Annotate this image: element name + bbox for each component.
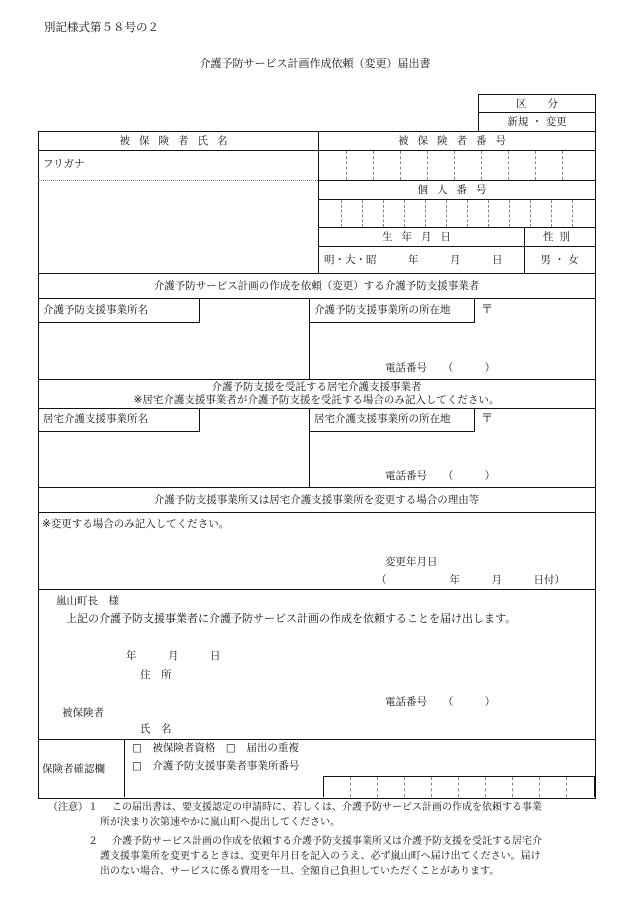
insurer-check-label: 保険者確認欄 [42,763,105,775]
section2-subheader: ※居宅介護支援事業者が介護予防支援を受託する場合のみ記入してください。 [133,394,500,406]
section3-header: 介護予防支援事業所又は居宅介護支援事業所を変更する場合の理由等 [153,494,480,506]
note2-number: ２ [88,836,98,847]
insured-number-header: 被保険者番号 [398,135,515,147]
section1-office-address-label: 介護予防支援事業所の所在地 [314,304,451,316]
applicant-label: 被保険者 [62,707,104,719]
kubun-label: 区 分 [516,98,558,110]
declaration-statement: 上記の介護予防支援事業者に介護予防サービス計画の作成を依頼することを届け出します。 [66,612,517,625]
change-reason-field[interactable] [40,535,593,555]
postal-mark: 〒 [481,302,494,316]
personal-number-field[interactable] [320,201,593,226]
furigana-label: フリガナ [43,158,85,170]
insured-number-field[interactable] [320,152,593,178]
declaration-date[interactable]: 年 月 日 [126,650,221,662]
section1-office-address-field[interactable] [311,324,593,360]
note2-line3: 出のない場合、サービスに係る費用を一旦、全額自己負担していただくことがあります。 [100,866,500,877]
office-number-cells[interactable] [323,776,595,797]
section2-office-address-label: 居宅介護支援事業所の所在地 [314,413,451,425]
birth-date-value[interactable]: 明・大・昭 年 月 日 [324,254,503,266]
sex-value[interactable]: 男 ・ 女 [540,254,579,266]
section1-header: 介護予防サービス計画の作成を依頼（変更）する介護予防支援事業者 [153,280,480,292]
section1-office-name-field[interactable] [40,324,307,377]
postal-mark: 〒 [481,411,494,425]
note2-line2: 護支援事業所を変更するときは、変更年月日を記入のうえ、必ず嵐山町へ届け出てください。届け [100,851,541,862]
birth-date-header: 生年月日 [382,231,460,243]
section2-office-address-field[interactable] [311,433,593,467]
section2-office-name-label: 居宅介護支援事業所名 [43,413,148,425]
kubun-box [478,94,596,132]
applicant-address-field[interactable] [190,665,570,683]
address-label: 住 所 [140,669,172,681]
section1-phone[interactable]: 電話番号 （ ） [385,362,496,374]
addressee: 嵐山町長 様 [56,595,119,607]
name-label: 氏 名 [140,723,172,735]
section2-office-name-field[interactable] [40,433,307,485]
insured-name-field[interactable] [40,183,316,271]
personal-number-header: 個人番号 [417,184,496,196]
applicant-name-field[interactable] [190,719,570,737]
sex-header: 性別 [543,231,576,243]
notes-lead: （注意）１ [48,802,98,813]
section3-note: ※変更する場合のみ記入してください。 [42,518,230,530]
change-date-value[interactable]: （ 年 月 日付） [376,574,565,586]
form-id: 別記様式第５８号の２ [44,20,159,34]
section2-header: 介護予防支援を受託する居宅介護支援事業者 [211,381,422,393]
insurer-check-item1[interactable]: □ 被保険者資格 □ 届出の重複 [132,742,299,754]
change-date-label: 変更年月日 [385,556,438,568]
note1-line2: 所が決まり次第速やかに嵐山町へ提出してください。 [100,817,340,828]
kubun-value[interactable]: 新規 ・ 変更 [507,116,567,128]
insurer-check-item2[interactable]: □ 介護予防支援事業者事業所番号 [132,760,300,772]
section1-office-name-label: 介護予防支援事業所名 [43,304,148,316]
page-title: 介護予防サービス計画作成依頼（変更）届出書 [199,57,431,70]
applicant-phone[interactable]: 電話番号 （ ） [385,696,496,708]
note2-line1: 介護予防サービス計画の作成を依頼する介護予防支援事業所又は介護予防支援を受託する居宅介 [112,836,542,847]
section2-phone[interactable]: 電話番号 （ ） [385,470,496,482]
insured-name-header: 被保険者氏名 [119,135,237,147]
note1-line1: この届出書は、要支援認定の申請時に、若しくは、介護予防サービス計画の作成を依頼する事業 [112,802,542,813]
